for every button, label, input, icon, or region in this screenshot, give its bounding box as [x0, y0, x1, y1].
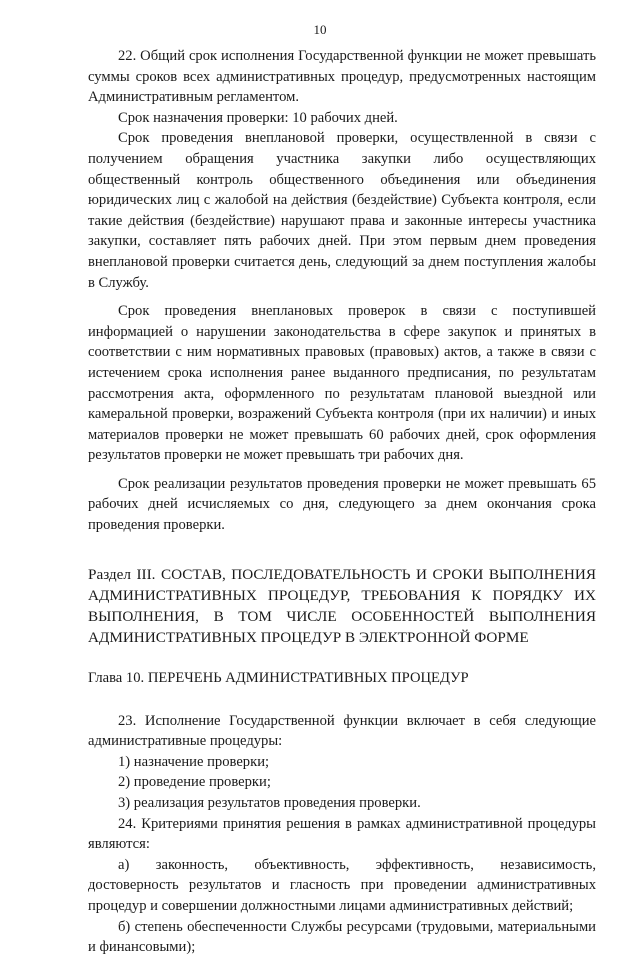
paragraph-22: 22. Общий срок исполнения Государственной функции не может превышать суммы сроков всех административных процедур, предусмотренных настоящим Административным регламентом. [88, 48, 596, 106]
list-item-3: 3) реализация результатов проведения проверки. [118, 795, 421, 812]
list-item-1: 1) назначение проверки; [118, 753, 270, 770]
section-heading: Раздел III. СОСТАВ, ПОСЛЕДОВАТЕЛЬНОСТЬ И СРОКИ ВЫПОЛНЕНИЯ АДМИНИСТРАТИВНЫХ ПРОЦЕДУР, ТРЕБОВАНИЯ К ПОРЯДКУ ИХ ВЫПОЛНЕНИЯ, В ТОМ ЧИСЛЕ ОСОБЕННОСТЕЙ ВЫПОЛНЕНИЯ АДМИНИСТРАТИВНЫХ ПРОЦЕДУР В ЭЛЕКТРОННОЙ ФОРМЕ [88, 565, 596, 646]
page-number: 10 [313, 22, 327, 37]
paragraph-23: 23. Исполнение Государственной функции включает в себя следующие административные процедуры: [88, 712, 596, 750]
paragraph-implementation-term: Срок реализации результатов проведения проверки не может превышать 65 рабочих дней исчисляемых со дня, следующего за днем окончания срока проведения проверки. [88, 475, 596, 534]
criteria-item-a: а) законность, объективность, эффективность, независимость, достоверность результатов и гласность при проведении административных процедур и совершении должностными лицами административных действий; [88, 856, 596, 914]
paragraph-24: 24. Критериями принятия решения в рамках административной процедуры являются: [88, 815, 596, 853]
chapter-heading: Глава 10. ПЕРЕЧЕНЬ АДМИНИСТРАТИВНЫХ ПРОЦЕДУР [88, 669, 469, 686]
criteria-item-b: б) степень обеспеченности Службы ресурсами (трудовыми, материальными и финансовыми); [88, 918, 596, 956]
paragraph-assignment-term: Срок назначения проверки: 10 рабочих дней. [118, 109, 398, 126]
document-body [88, 46, 596, 958]
list-item-2: 2) проведение проверки; [118, 774, 271, 791]
paragraph-unscheduled-info-term: Срок проведения внеплановых проверок в связи с поступившей информацией о нарушении законодательства в сфере закупок и принятых в соответствии с ним нормативных правовых (правовых) актов, а также в связи с истечением срока исполнения ранее выданного предписания, по результатам рассмотрения акта, оформленного по результатам плановой выездной или камеральной проверки, возражений Субъекта контроля (при их наличии) и иных материалов проверки не может превышать 60 рабочих дней, срок оформления результатов проверки не может превышать три рабочих дня. [88, 303, 596, 464]
paragraph-unscheduled-complaint-term: Срок проведения внеплановой проверки, осуществленной в связи с получением обращения участника закупки либо осуществляющих общественный контроль общественного объединения или объединения юридических лиц с жалобой на действия (бездействие) Субъекта контроля, если такие действия (бездействие) нарушают права и законные интересы участника закупки, составляет пять рабочих дней. При этом первым днем проведения внеплановой проверки считается день, следующий за днем поступления жалобы в Службу. [88, 130, 596, 291]
